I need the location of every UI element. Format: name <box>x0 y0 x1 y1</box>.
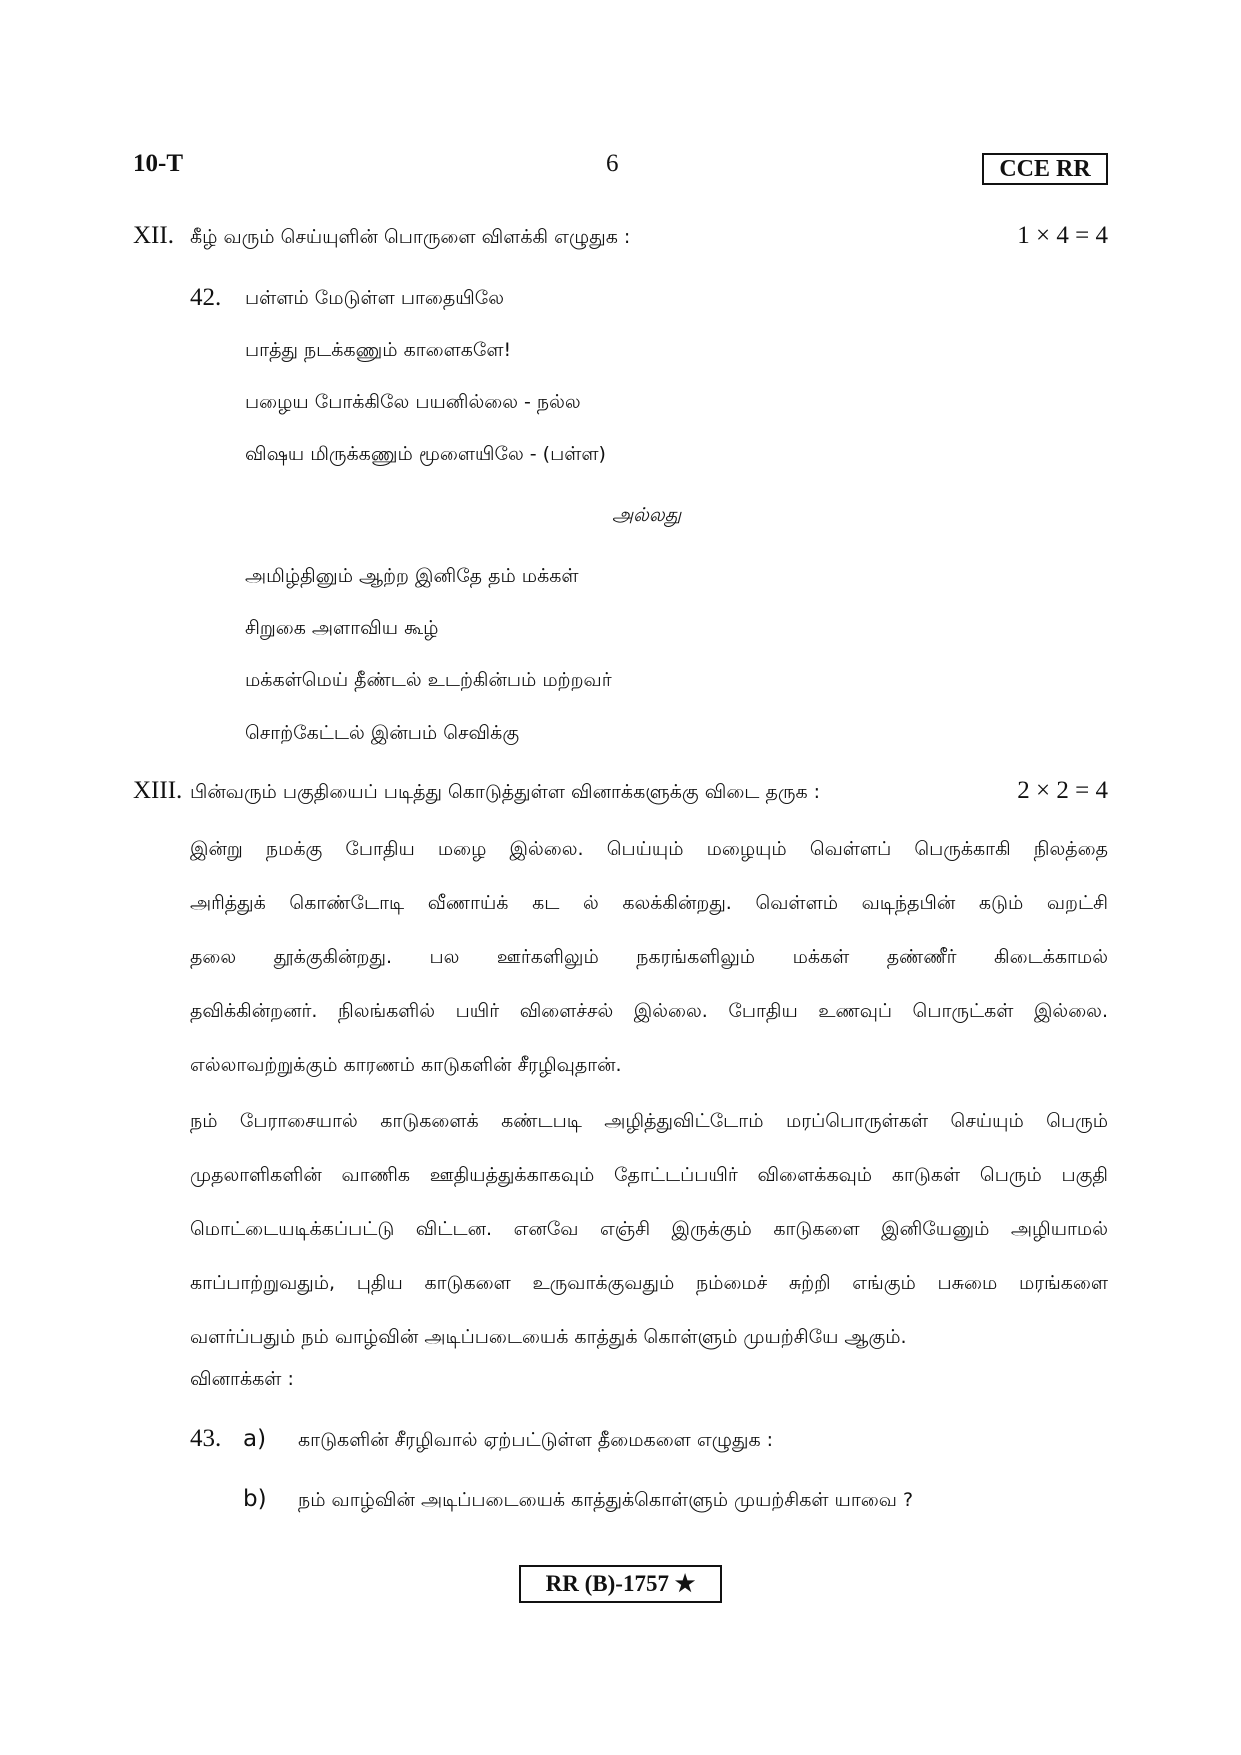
section-xiii-number: XIII. <box>133 777 183 804</box>
passage-line: தலை தூக்குகின்றது. பல ஊர்களிலும் நகரங்களிலும் மக்கள் தண்ணீர் கிடைக்காமல் <box>190 946 1108 968</box>
poem-a-line-3: பழைய போக்கிலே பயனில்லை - நல்ல <box>245 391 581 413</box>
sub-question-b-text: நம் வாழ்வின் அடிப்படையைக் காத்துக்கொள்ளும் முயற்சிகள் யாவை ? <box>298 1489 914 1511</box>
poem-a-line-4: விஷய மிருக்கணும் மூளையிலே - (பள்ள) <box>245 443 606 465</box>
passage-line: முதலாளிகளின் வாணிக ஊதியத்துக்காகவும் தோட்டப்பயிர் விளைக்கவும் காடுகள் பெரும் பகுதி <box>190 1164 1108 1186</box>
poem-b-line-3: மக்கள்மெய் தீண்டல் உடற்கின்பம் மற்றவர் <box>245 669 612 691</box>
poem-a-line-2: பாத்து நடக்கணும் காளைகளே! <box>245 339 512 361</box>
poem-b-line-1: அமிழ்தினும் ஆற்ற இனிதே தம் மக்கள் <box>245 565 579 587</box>
passage-paragraph-1 <box>190 834 1108 1104</box>
passage-paragraph-2 <box>190 1106 1108 1376</box>
passage-line: காப்பாற்றுவதும், புதிய காடுகளை உருவாக்குவதும் நம்மைச் சுற்றி எங்கும் பசுமை மரங்களை <box>190 1272 1108 1294</box>
or-label: அல்லது <box>612 504 682 526</box>
poem-b-line-4: சொற்கேட்டல் இன்பம் செவிக்கு <box>245 722 520 744</box>
question-42-number: 42. <box>190 284 222 311</box>
passage-line: மொட்டையடிக்கப்பட்டு விட்டன. எனவே எஞ்சி இருக்கும் காடுகளை இனியேனும் அழியாமல் <box>190 1218 1108 1240</box>
passage-line: தவிக்கின்றனர். நிலங்களில் பயிர் விளைச்சல் இல்லை. போதிய உணவுப் பொருட்கள் இல்லை. <box>190 1000 1108 1022</box>
series-box: CCE RR <box>982 153 1108 185</box>
paper-code: 10-T <box>133 150 183 177</box>
section-xiii-instruction: பின்வரும் பகுதியைப் படித்து கொடுத்துள்ள வினாக்களுக்கு விடை தருக : <box>190 781 821 803</box>
star-icon: ★ <box>674 1571 696 1596</box>
footer-code: RR (B)-1757 <box>545 1571 669 1596</box>
footer-code-box <box>519 1565 722 1603</box>
section-xii-number: XII. <box>133 222 174 249</box>
question-43-number: 43. <box>190 1425 222 1452</box>
section-xii-instruction: கீழ் வரும் செய்யுளின் பொருளை விளக்கி எழுதுக : <box>190 226 631 248</box>
sub-question-a-letter: a) <box>243 1426 267 1452</box>
passage-line: நம் பேராசையால் காடுகளைக் கண்டபடி அழித்துவிட்டோம் மரப்பொருள்கள் செய்யும் பெரும் <box>190 1110 1108 1132</box>
page-number: 6 <box>606 150 619 177</box>
poem-b-line-2: சிறுகை அளாவிய கூழ் <box>245 617 439 639</box>
passage-line: அரித்துக் கொண்டோடி வீணாய்க் கட ல் கலக்கின்றது. வெள்ளம் வடிந்தபின் கடும் வறட்சி <box>190 892 1108 914</box>
passage-line: எல்லாவற்றுக்கும் காரணம் காடுகளின் சீரழிவுதான். <box>190 1054 622 1076</box>
questions-label: வினாக்கள் : <box>190 1368 294 1390</box>
section-xiii-marks: 2 × 2 = 4 <box>1017 777 1108 804</box>
passage-line: இன்று நமக்கு போதிய மழை இல்லை. பெய்யும் மழையும் வெள்ளப் பெருக்காகி நிலத்தை <box>190 838 1108 860</box>
poem-a-line-1: பள்ளம் மேடுள்ள பாதையிலே <box>245 287 505 309</box>
sub-question-a-text: காடுகளின் சீரழிவால் ஏற்பட்டுள்ள தீமைகளை எழுதுக : <box>298 1429 774 1451</box>
section-xii-marks: 1 × 4 = 4 <box>1017 222 1108 249</box>
passage-line: வளர்ப்பதும் நம் வாழ்வின் அடிப்படையைக் காத்துக் கொள்ளும் முயற்சியே ஆகும். <box>190 1326 907 1348</box>
sub-question-b-letter: b) <box>243 1486 267 1512</box>
